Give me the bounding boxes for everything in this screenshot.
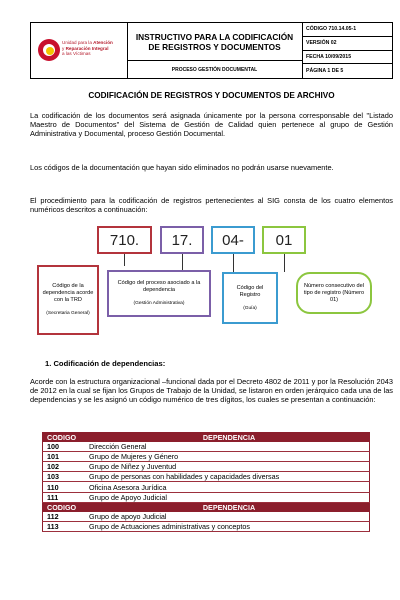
description-consecutive bbox=[296, 272, 372, 314]
table-row bbox=[43, 492, 370, 502]
code-box-dependency: 710. bbox=[97, 226, 152, 254]
dependency-code: 110 bbox=[43, 482, 86, 492]
paragraph-structure: Acorde con la estructura organizacional –funcional dada por el Decreto 4802 de 2011 y por la Resolución 2043 de 2012 en la cual se fijan los Grupos de Trabajo de la Unidad, se listaron en orden jerárquico cada una de las dependencias y se les asignó un código numérico de tres dígitos, los cuales se presentan a continuación: bbox=[30, 377, 393, 405]
dependency-code: 113 bbox=[43, 521, 86, 531]
description-record bbox=[222, 272, 278, 324]
dependency-code: 111 bbox=[43, 492, 86, 502]
section-heading: CODIFICACIÓN DE REGISTROS Y DOCUMENTOS DE ARCHIVO bbox=[88, 91, 335, 100]
connector-line bbox=[233, 254, 234, 272]
logo-cell bbox=[31, 23, 128, 78]
dependency-code: 112 bbox=[43, 512, 86, 522]
agency-logo-text bbox=[62, 40, 126, 57]
table-row bbox=[43, 452, 370, 462]
column-header-code: CODIGO bbox=[43, 502, 86, 512]
dependency-name: Grupo de personas con habilidades y capacidades diversas bbox=[85, 472, 370, 482]
table-row bbox=[43, 472, 370, 482]
dependency-name: Dirección General bbox=[85, 442, 370, 452]
table-row bbox=[43, 442, 370, 452]
table-row bbox=[43, 462, 370, 472]
dependency-name: Grupo de Niñez y Juventud bbox=[85, 462, 370, 472]
connector-line bbox=[124, 254, 125, 266]
description-text: Código de la dependencia acorde con la TRD bbox=[42, 283, 94, 303]
page-number: PÁGINA 1 DE 5 bbox=[306, 68, 344, 75]
dependency-name: Grupo de Mujeres y Género bbox=[85, 452, 370, 462]
dependency-name: Grupo de Actuaciones administrativas y conceptos bbox=[85, 521, 370, 531]
description-note: (Secretaria General) bbox=[46, 311, 90, 316]
document-version: VERSIÓN 02 bbox=[303, 37, 393, 51]
description-note: (Gestión Administrativa) bbox=[133, 301, 185, 306]
document-header bbox=[30, 22, 393, 79]
document-date: FECHA 10/09/2015 bbox=[303, 51, 393, 65]
code-box-process: 17. bbox=[160, 226, 204, 254]
description-text: Número consecutivo del tipo de registro (Número 01) bbox=[303, 282, 365, 303]
table-header-row bbox=[43, 502, 370, 512]
logo-line1-bold: Atención bbox=[93, 40, 113, 45]
title-cell bbox=[127, 23, 303, 78]
description-text: Código del Registro bbox=[236, 284, 264, 298]
paragraph-assignment: La codificación de los documentos será asignada únicamente por la persona corresponsable del "Listado Maestro de Documentos" del Sistema de Gestión de Calidad quien pertenece al grupo de Gestión Administrativa y Documental, proceso Gestión Documental. bbox=[30, 111, 393, 139]
paragraph-eliminated: Los códigos de la documentación que hayan sido eliminados no podrán usarse nuevamente. bbox=[30, 163, 334, 172]
dependency-code: 102 bbox=[43, 462, 86, 472]
column-header-dependency: DEPENDENCIA bbox=[85, 433, 370, 443]
table-row bbox=[43, 521, 370, 531]
table-row bbox=[43, 512, 370, 522]
dependency-name: Grupo de apoyo Judicial bbox=[85, 512, 370, 522]
dependency-code: 103 bbox=[43, 472, 86, 482]
dependency-table bbox=[42, 432, 370, 532]
dependency-code: 101 bbox=[43, 452, 86, 462]
table-header-row bbox=[43, 433, 370, 443]
metadata-cell bbox=[303, 23, 393, 78]
dependency-code: 100 bbox=[43, 442, 86, 452]
document-code: CÓDIGO 710.14.05-1 bbox=[303, 23, 393, 37]
dependency-name: Oficina Asesora Jurídica bbox=[85, 482, 370, 492]
code-box-consecutive: 01 bbox=[262, 226, 306, 254]
logo-line3: a las Víctimas bbox=[62, 51, 91, 57]
section-title: 1. Codificación de dependencias: bbox=[45, 359, 166, 368]
column-header-dependency: DEPENDENCIA bbox=[85, 502, 370, 512]
table-row bbox=[43, 482, 370, 492]
seal-accent bbox=[46, 47, 54, 55]
logo-line2: y bbox=[62, 45, 66, 51]
logo-line2-bold: Reparación Integral bbox=[65, 45, 109, 51]
description-dependency bbox=[37, 265, 99, 335]
description-text: Código del proceso asociado a la dependencia bbox=[117, 280, 201, 293]
connector-line bbox=[284, 254, 285, 272]
description-process bbox=[107, 270, 211, 317]
description-note: (Guía) bbox=[243, 305, 257, 311]
column-header-code: CODIGO bbox=[43, 433, 86, 443]
dependency-name: Grupo de Apoyo Judicial bbox=[85, 492, 370, 502]
logo-line1: Unidad para la bbox=[62, 40, 94, 45]
code-box-record: 04- bbox=[211, 226, 255, 254]
document-title: INSTRUCTIVO PARA LA CODIFICACIÓN DE REGISTROS Y DOCUMENTOS bbox=[127, 23, 302, 61]
connector-line bbox=[182, 254, 183, 270]
process-name: PROCESO GESTIÓN DOCUMENTAL bbox=[171, 67, 258, 73]
paragraph-procedure: El procedimiento para la codificación de registros pertenecientes al SIG consta de los cuatro elementos numéricos descritos a continuación: bbox=[30, 196, 393, 215]
